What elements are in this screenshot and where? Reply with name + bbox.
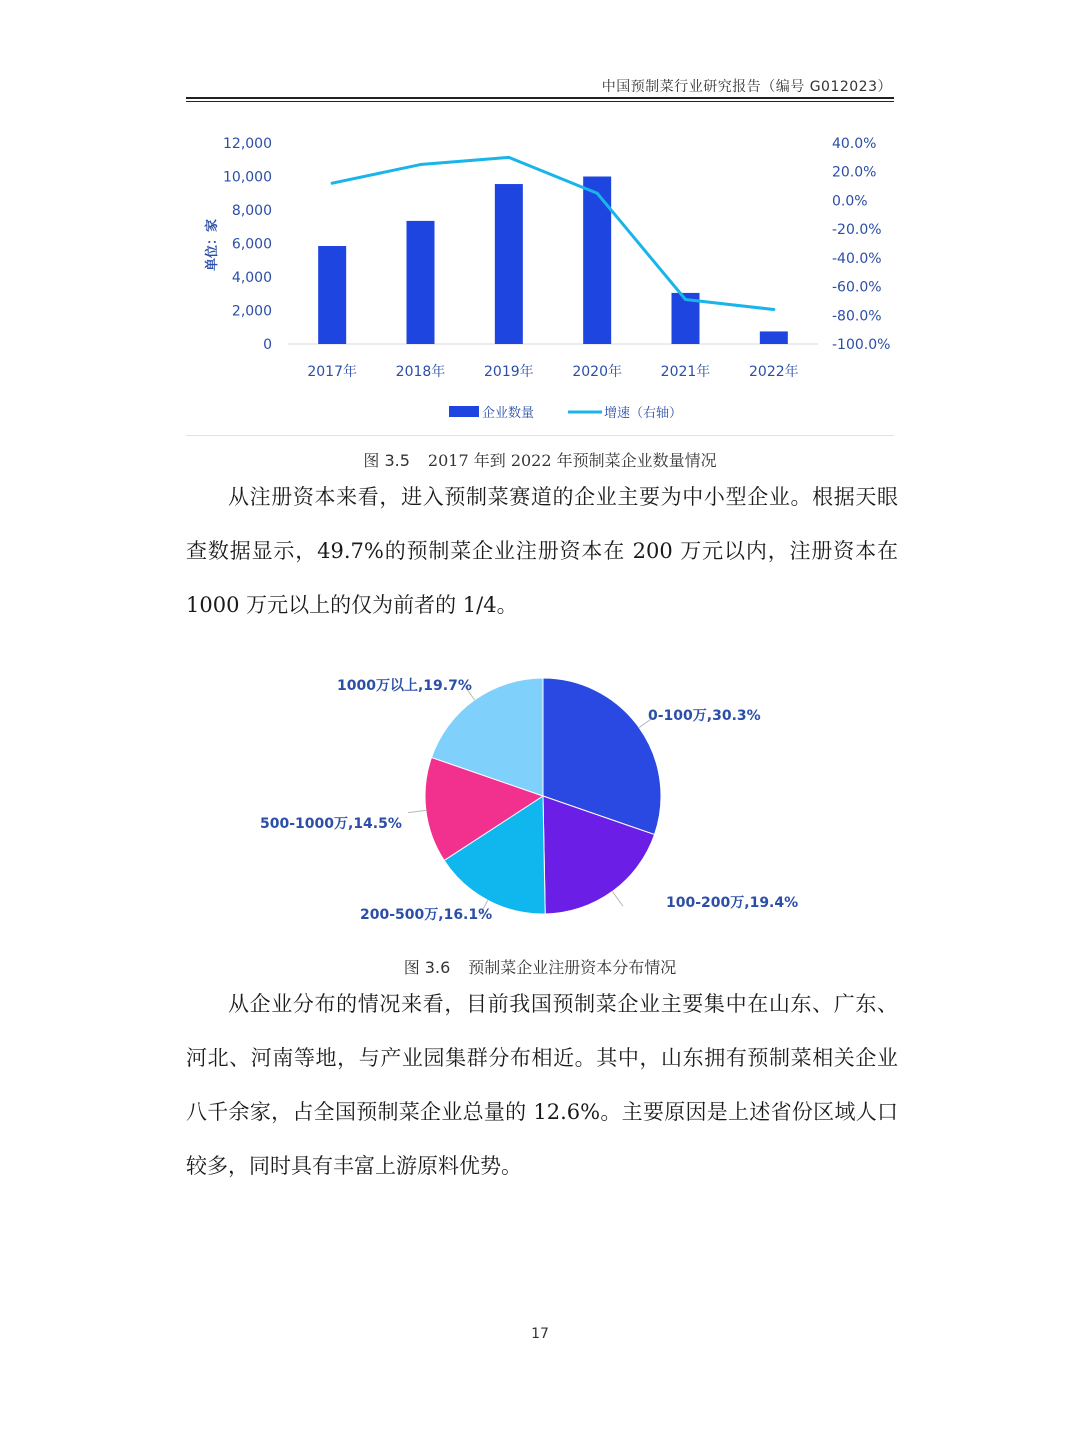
pie-label: 500-1000万,14.5% [260, 816, 402, 832]
body-paragraph-2: 从企业分布的情况来看，目前我国预制菜企业主要集中在山东、广东、河北、河南等地，与产业园集群分布相近。其中，山东拥有预制菜相关企业八千余家，占全国预制菜企业总量的 12.6%。主要原因是上述省份区域人口较多，同时具有丰富上游原料优势。 [186, 992, 898, 1178]
x-tick-label: 2022年 [749, 364, 799, 380]
x-tick-label: 2020年 [572, 364, 622, 380]
x-tick-label: 2021年 [660, 364, 711, 380]
x-tick-label: 2018年 [395, 364, 446, 380]
y2-tick-label: 0.0% [832, 193, 868, 210]
y2-tick-label: 20.0% [832, 164, 877, 181]
pie-label: 1000万以上,19.7% [337, 678, 472, 694]
legend-bar-label: 企业数量 [482, 406, 535, 421]
y2-tick-label: -40.0% [832, 250, 882, 267]
page-number: 17 [531, 1326, 549, 1342]
x-tick-label: 2017年 [307, 364, 357, 380]
figure-3-6-caption [0, 955, 1080, 978]
y-tick-label: 10,000 [223, 169, 272, 186]
pie-label: 0-100万,30.3% [648, 708, 761, 724]
y-tick-label: 12,000 [223, 136, 272, 152]
pie-label: 100-200万,19.4% [666, 895, 799, 911]
y-axis-label: 单位：家 [205, 218, 220, 272]
legend-line-label: 增速（右轴） [604, 406, 683, 421]
y-tick-label: 0 [263, 337, 272, 353]
pie-leader-line [408, 810, 426, 812]
figure-3-5-caption-number: 图 3.5 [363, 451, 410, 470]
y2-tick-label: -60.0% [832, 279, 882, 296]
y2-tick-label: -80.0% [832, 308, 882, 325]
figure-3-6-caption-number: 图 3.6 [403, 958, 451, 977]
body-paragraph-1: 从注册资本来看，进入预制菜赛道的企业主要为中小型企业。根据天眼查数据显示，49.7%的预制菜企业注册资本在 200 万元以内，注册资本在 1000 万元以上的仅为前者的 1/4。 [186, 485, 898, 617]
x-tick-label: 2019年 [484, 364, 534, 380]
figure-3-6-caption-text: 预制菜企业注册资本分布情况 [468, 958, 677, 977]
y-tick-label: 8,000 [231, 203, 272, 219]
report-header-title: 中国预制菜行业研究报告（编号 G012023） [601, 79, 892, 95]
figure-3-5-caption-text: 2017 年到 2022 年预制菜企业数量情况 [427, 451, 717, 470]
y-tick-label: 6,000 [231, 236, 272, 253]
y-tick-label: 4,000 [231, 270, 272, 286]
y2-tick-label: -20.0% [832, 222, 882, 239]
y2-tick-label: -100.0% [832, 337, 891, 353]
y2-tick-label: 40.0% [832, 136, 877, 152]
pie-leader-line [612, 891, 623, 906]
pie-label: 200-500万,16.1% [360, 907, 493, 923]
y-tick-label: 2,000 [231, 303, 272, 320]
